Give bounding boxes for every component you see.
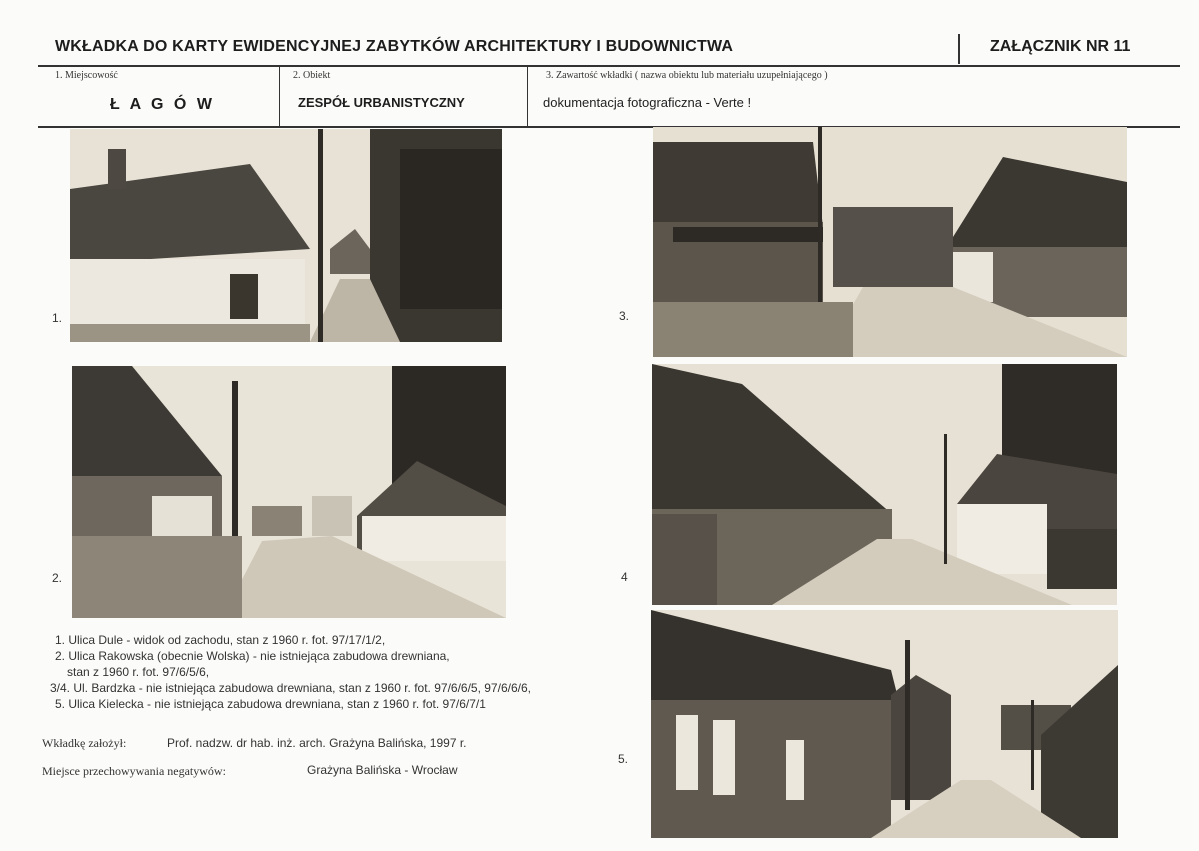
photo-5-image — [651, 610, 1118, 838]
photo-3 — [653, 127, 1127, 357]
place-value: Ł A G Ó W — [110, 96, 215, 113]
caption-line: 3/4. Ul. Bardzka - nie istniejąca zabudowa drewniana, stan z 1960 r. fot. 97/6/6/5, 97/6/6/6, — [50, 681, 531, 695]
photo-number: 5. — [618, 752, 629, 766]
content-value: dokumentacja fotograficzna - Verte ! — [543, 95, 752, 110]
author-label: Wkładkę założył: — [42, 736, 127, 750]
photo-4-image — [652, 364, 1117, 605]
caption-line: stan z 1960 r. fot. 97/6/5/6, — [67, 665, 210, 679]
caption-line: 1. Ulica Dule - widok od zachodu, stan z 1960 r. fot. 97/17/1/2, — [55, 633, 386, 647]
caption-line: 2. Ulica Rakowska (obecnie Wolska) - nie istniejąca zabudowa drewniana, — [55, 649, 450, 663]
storage-value: Grażyna Balińska - Wrocław — [307, 763, 458, 777]
photo-number: 2. — [52, 571, 63, 585]
header-divider — [958, 34, 960, 64]
photo-2-image — [72, 366, 506, 618]
photo-3-image — [653, 127, 1127, 357]
header-rule-top — [38, 65, 1180, 67]
photo-4 — [652, 364, 1117, 605]
place-label: 1. Miejscowość — [55, 70, 118, 81]
field-divider-1 — [279, 66, 280, 126]
storage-label: Miejsce przechowywania negatywów: — [42, 764, 226, 778]
caption-line: 5. Ulica Kielecka - nie istniejąca zabudowa drewniana, stan z 1960 r. fot. 97/6/7/1 — [55, 697, 486, 711]
photo-number: 1. — [52, 311, 63, 325]
annex-number: ZAŁĄCZNIK NR 11 — [990, 38, 1131, 55]
field-divider-2 — [527, 66, 528, 126]
object-label: 2. Obiekt — [293, 70, 331, 81]
content-label: 3. Zawartość wkładki ( nazwa obiektu lub materiału uzupełniającego ) — [546, 70, 828, 81]
object-value: ZESPÓŁ URBANISTYCZNY — [298, 95, 465, 110]
photo-2 — [72, 366, 506, 618]
caption-list — [50, 632, 531, 712]
photo-1 — [70, 129, 502, 342]
document-title: WKŁADKA DO KARTY EWIDENCYJNEJ ZABYTKÓW ARCHITEKTURY I BUDOWNICTWA — [55, 38, 734, 55]
photo-number: 3. — [619, 309, 630, 323]
photo-5 — [651, 610, 1118, 838]
photo-1-image — [70, 129, 502, 342]
author-value: Prof. nadzw. dr hab. inż. arch. Grażyna Balińska, 1997 r. — [167, 736, 467, 750]
photo-number: 4 — [621, 570, 628, 584]
